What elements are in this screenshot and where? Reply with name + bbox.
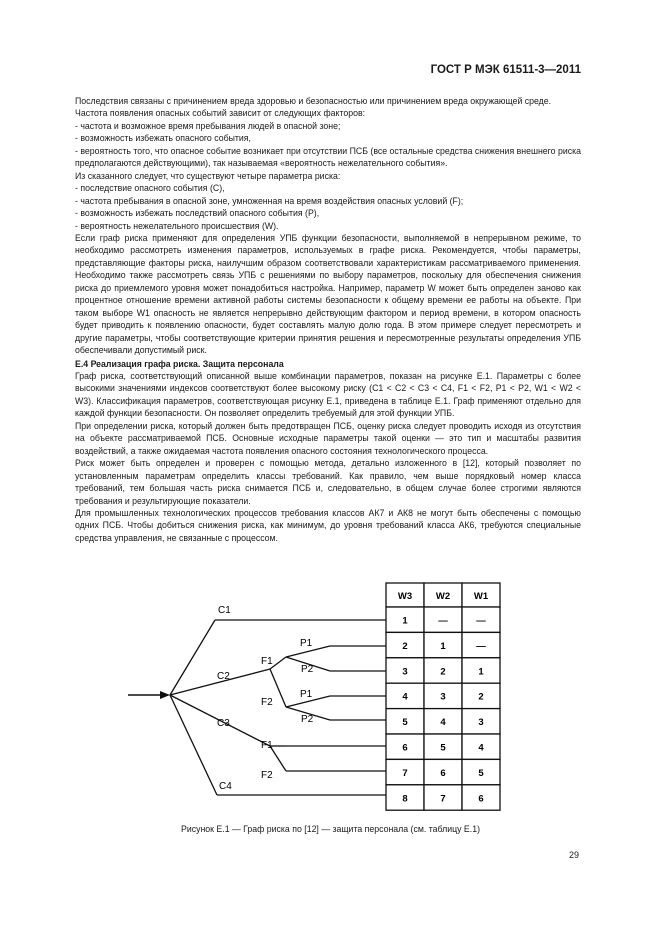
table-cell-value: 2 — [440, 666, 446, 678]
list-item: - последствие опасного события (С), — [75, 183, 225, 194]
list-item: - возможность избежать опасного события, — [75, 133, 251, 144]
section-heading: Е.4 Реализация графа риска. Защита персонала — [75, 358, 284, 369]
label-f1-upper: F1 — [261, 656, 273, 667]
figure-caption: Рисунок Е.1 — Граф риска по [12] — защита персонала (см. таблицу Е.1) — [181, 824, 480, 834]
list-item: - вероятность нежелательного происшествия (W). — [75, 220, 279, 231]
table-header-label: W2 — [435, 591, 451, 602]
list-item: - возможность избежать последствий опасного события (Р), — [75, 208, 320, 219]
table-cell-value: 3 — [440, 691, 446, 703]
table-cell-value: 5 — [478, 767, 484, 779]
table-cell-value: 3 — [478, 717, 484, 729]
paragraph: Риск может быть определен и проверен с помощью метода, детально изложенного в [12], который позволяет по установленным параметрам определить классы требований. Как правило, чем выше порядковый номер класса требований, тем большая часть риска снимается ПСБ и, следовательно, в общем случае более строгими являются требования и результирующие показатели. — [75, 458, 581, 506]
table-cell-value: 2 — [402, 640, 408, 652]
label-p1-upper: P1 — [300, 638, 313, 649]
table-cell-value: 4 — [478, 742, 484, 754]
label-f1-lower: F1 — [261, 740, 273, 751]
table-cell-value: 1 — [402, 615, 408, 627]
label-f2-lower: F2 — [261, 770, 273, 781]
table-cell-value: 7 — [402, 767, 408, 779]
table-cell-value: 6 — [402, 742, 408, 754]
table-cell-value: 1 — [478, 666, 484, 678]
table-header-label: W1 — [473, 591, 489, 602]
list-item: - частота и возможное время пребывания людей в опасной зоне; — [75, 120, 341, 131]
label-p1-lower: P1 — [300, 689, 313, 700]
label-c3: C3 — [217, 718, 230, 729]
list-item: - частота пребывания в опасной зоне, умноженная на время воздействия опасных условий (F); — [75, 195, 464, 206]
table-cell-value: 7 — [440, 793, 446, 805]
table-cell-value: — — [476, 640, 486, 652]
table-cell-value: 8 — [402, 793, 408, 805]
table-cell-value: 6 — [440, 767, 446, 779]
paragraph: Из сказанного следует, что существуют четыре параметра риска: — [75, 170, 341, 181]
label-p2-upper: P2 — [301, 664, 314, 675]
table-cell-value: 6 — [478, 793, 484, 805]
page-number: 29 — [568, 850, 579, 860]
table-cell-value: — — [476, 615, 486, 627]
paragraph: Последствия связаны с причинением вреда здоровью и безопасностью или причинением вреда окружающей среде. — [75, 96, 552, 106]
paragraph: Частота появления опасных событий зависит от следующих факторов: — [75, 108, 366, 119]
table-cell-value: 1 — [440, 640, 446, 652]
label-c1: C1 — [218, 605, 231, 616]
table-header-label: W3 — [397, 591, 413, 602]
table-cell-value: 5 — [440, 742, 446, 754]
requirement-class-table — [386, 583, 500, 810]
table-cell-value: 2 — [478, 691, 484, 703]
risk-graph-figure — [120, 582, 540, 812]
table-cell-value: 4 — [402, 691, 408, 703]
body-text — [75, 95, 581, 544]
label-f2-upper: F2 — [261, 697, 273, 708]
arrow-head — [160, 691, 170, 699]
table-cell-value: — — [438, 615, 448, 627]
paragraph: Для промышленных технологических процессов требования классов АК7 и АК8 не могут быть обеспечены с помощью одних ПСБ. Чтобы добиться снижения риска, как минимум, до уровня требований класса АК6, требуются специальные средства управления, не связанные с процессом. — [75, 507, 581, 543]
label-c4: C4 — [219, 781, 232, 792]
table-cell-value: 3 — [402, 666, 408, 678]
document-header: ГОСТ Р МЭК 61511-3—2011 — [430, 64, 581, 76]
table-cell-value: 4 — [440, 717, 446, 729]
paragraph: Если граф риска применяют для определения УПБ функции безопасности, выполняемой в непрерывном режиме, то необходимо рассмотреть изменения параметров, используемых в графе риска. Рекомендуется, чтобы параметры, представляющие факторы риска, наилучшим образом соответствовали характеристикам рассматриваемого применения. Необходимо также рассмотреть связь УПБ с решениями по выбору параметров, поскольку для обеспечения снижения риска до приемлемого уровня может понадобиться настройка. Например, параметр W может быть определен заново как процентное отношение времени активной работы системы безопасности к общему времени ее работы на объекте. При таком выборе W1 опасность не является непрерывно действующим фактором и период времени, в котором опасность будет приводить к появлению опасности, будет составлять малую долю года. В этом примере следует пересмотреть и другие параметры, чтобы соответствующие критерии принятия решения и пересмотренные результаты определения УПБ обеспечивали допустимый риск. — [75, 232, 581, 356]
list-item: - вероятность того, что опасное событие возникает при отсутствии ПСБ (все остальные средства снижения внешнего риска предполагаются действующими), так называемая «вероятность нежелательного события». — [75, 145, 581, 169]
paragraph: Граф риска, соответствующий описанной выше комбинации параметров, показан на рисунке Е.1. Параметры с более высокими значениями индексов соответствуют более высокому риску (С1 < С2 < С3 < С4, F1 < F2, Р1 < Р2, W1 < W2 < W3). Классификация параметров, соответствующая рисунку Е.1, приведена в таблице Е.1. Граф применяют отдельно для каждой функции безопасности. Он позволяет определить требуемый для этой функции УПБ. — [75, 370, 581, 419]
label-p2-lower: P2 — [301, 714, 314, 725]
table-cell-value: 5 — [402, 717, 408, 729]
label-c2: C2 — [217, 671, 230, 682]
paragraph: При определении риска, который должен быть предотвращен ПСБ, оценку риска следует проводить исходя из отсутствия на объекте рассматриваемой ПСБ. Основные исходные параметры такой оценки — это тип и масштабы развития воздействий, а также ожидаемая частота появления опасного состояния технологического процесса. — [75, 420, 581, 456]
